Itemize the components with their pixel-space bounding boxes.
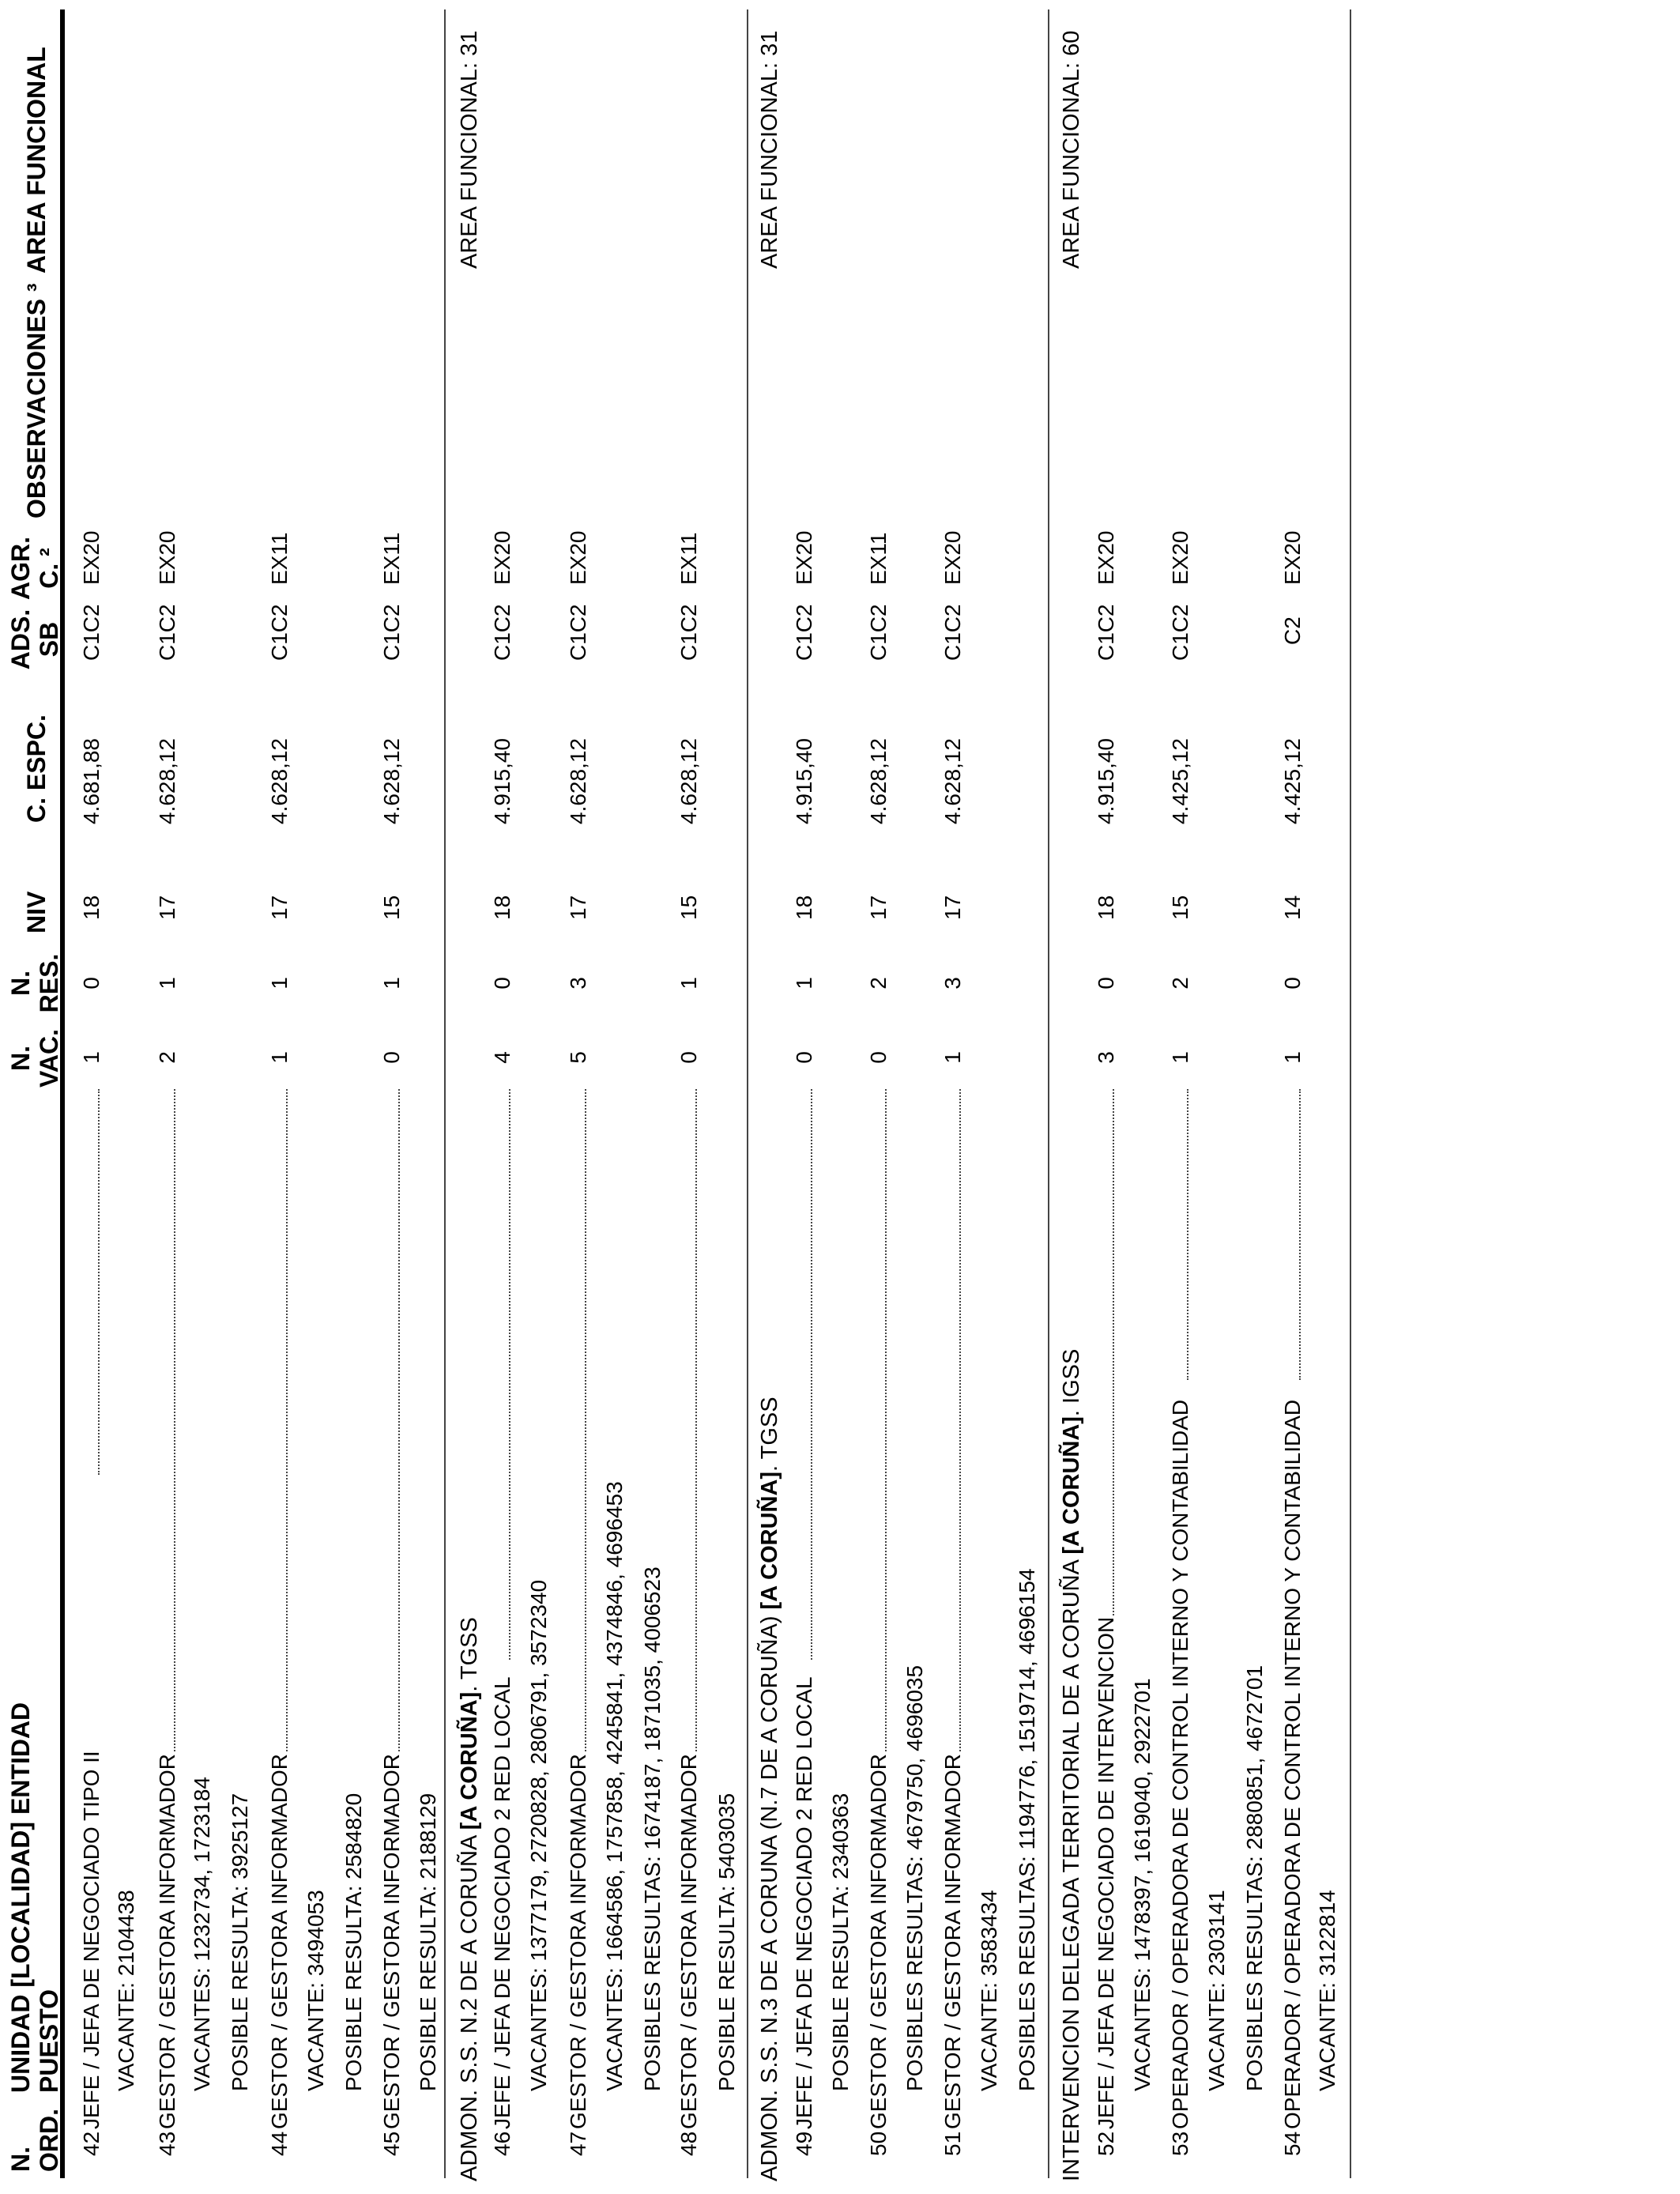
area-funcional-1: AREA FUNCIONAL: 31: [457, 30, 482, 269]
header-n-vac-line1: N.: [6, 1046, 35, 1071]
section-rule-2: [747, 9, 748, 2178]
espc-53: 4.425,12: [1168, 738, 1192, 824]
header-n-vac: [6, 1025, 63, 1091]
ord-54: 54: [1280, 2131, 1305, 2156]
section-rule-1: [444, 9, 446, 2178]
ads-49: C1C2: [792, 604, 816, 661]
ord-43: 43: [155, 2131, 179, 2156]
ord-53: 53: [1168, 2131, 1192, 2156]
res-50: 2: [866, 977, 891, 990]
note-47-1: VACANTES: 1664586, 1757858, 4245841, 4374846, 4696453: [602, 1481, 627, 2091]
agr-51: EX20: [940, 530, 965, 585]
vac-49: 0: [792, 1051, 816, 1064]
res-47: 3: [566, 977, 590, 990]
note-44-1: VACANTE: 3494053: [303, 1890, 328, 2091]
header-unidad-line2: PUESTO: [35, 1989, 63, 2093]
niv-42: 18: [79, 895, 104, 920]
header-n-res-line2: RES.: [35, 953, 63, 1013]
ads-51: C1C2: [940, 604, 965, 661]
header-agr-c: [6, 537, 63, 600]
agr-53: EX20: [1168, 530, 1192, 585]
niv-46: 18: [490, 895, 514, 920]
puesto-47: GESTOR / GESTORA INFORMADOR: [566, 1753, 590, 2129]
leader-54: [1299, 1089, 1301, 1380]
niv-52: 18: [1094, 895, 1118, 920]
note-43-2: POSIBLE RESULTA: 3925127: [228, 1793, 252, 2091]
res-42: 0: [79, 977, 104, 990]
ads-50: C1C2: [866, 604, 891, 661]
ord-45: 45: [379, 2131, 404, 2156]
area-funcional-3: AREA FUNCIONAL: 60: [1059, 30, 1084, 269]
ads-44: C1C2: [267, 604, 292, 661]
header-niv: NIV: [22, 891, 51, 933]
entity-2-location: [A CORUÑA]: [757, 1471, 782, 1610]
note-49-1: POSIBLE RESULTA: 2340363: [828, 1793, 853, 2091]
entity-header-1: [457, 1617, 482, 2181]
note-43-1: VACANTES: 1232734, 1723184: [190, 1777, 214, 2091]
puesto-53: OPERADOR / OPERADORA DE CONTROL INTERNO Y CONTABILIDAD: [1168, 1399, 1192, 2129]
note-51-1: VACANTE: 3583434: [977, 1890, 1001, 2091]
leader-47: [585, 1089, 586, 1751]
niv-51: 17: [940, 895, 965, 920]
agr-50: EX11: [866, 532, 891, 585]
espc-48: 4.628,12: [676, 738, 701, 824]
ord-52: 52: [1094, 2131, 1118, 2156]
agr-43: EX20: [155, 530, 179, 585]
agr-42: EX20: [79, 530, 104, 585]
espc-52: 4.915,40: [1094, 738, 1118, 824]
entity-header-3: [1059, 1349, 1084, 2181]
puesto-44: GESTOR / GESTORA INFORMADOR: [267, 1753, 292, 2129]
leader-50: [885, 1089, 887, 1751]
note-47-2: POSIBLES RESULTAS: 1674187, 1871035, 4006523: [640, 1566, 665, 2091]
vac-48: 0: [676, 1051, 701, 1064]
res-52: 0: [1094, 977, 1118, 990]
agr-44: EX11: [267, 532, 292, 585]
header-observaciones: OBSERVACIONES ³: [22, 283, 51, 518]
ads-43: C1C2: [155, 604, 179, 661]
header-unidad-line1: UNIDAD [LOCALIDAD] ENTIDAD: [6, 1702, 35, 2093]
puesto-45: GESTOR / GESTORA INFORMADOR: [379, 1753, 404, 2129]
niv-43: 17: [155, 895, 179, 920]
note-46-1: VACANTES: 1377179, 2720828, 2806791, 3572340: [526, 1579, 551, 2091]
note-50-1: POSIBLES RESULTAS: 4679750, 4696035: [902, 1664, 927, 2091]
res-51: 3: [940, 977, 965, 990]
puesto-54: OPERADOR / OPERADORA DE CONTROL INTERNO Y CONTABILIDAD: [1280, 1399, 1305, 2129]
header-agr-c-line1: AGR.: [6, 537, 35, 600]
niv-44: 17: [267, 895, 292, 920]
espc-49: 4.915,40: [792, 738, 816, 824]
ads-54: C2: [1280, 616, 1305, 645]
header-n-ord: [6, 2109, 63, 2172]
vac-43: 2: [155, 1051, 179, 1064]
niv-53: 15: [1168, 895, 1192, 920]
espc-42: 4.681,88: [79, 738, 104, 824]
ord-46: 46: [490, 2131, 514, 2156]
note-44-2: POSIBLE RESULTA: 2584820: [341, 1793, 366, 2091]
agr-47: EX20: [566, 530, 590, 585]
vac-50: 0: [866, 1051, 891, 1064]
ads-47: C1C2: [566, 604, 590, 661]
niv-47: 17: [566, 895, 590, 920]
res-43: 1: [155, 977, 179, 990]
espc-51: 4.628,12: [940, 738, 965, 824]
entity-2-name: ADMON. S.S. N.3 DE A CORUNA (N.7 DE A CORUÑA): [757, 1609, 782, 2181]
puesto-52: JEFE / JEFA DE NEGOCIADO DE INTERVENCION: [1094, 1616, 1118, 2129]
note-53-2: POSIBLES RESULTAS: 2880851, 4672701: [1242, 1664, 1267, 2091]
puesto-46: JEFE / JEFA DE NEGOCIADO 2 RED LOCAL: [490, 1676, 514, 2129]
ord-47: 47: [566, 2131, 590, 2156]
ads-45: C1C2: [379, 604, 404, 661]
vac-45: 0: [379, 1051, 404, 1064]
header-n-res: [6, 950, 63, 1016]
agr-49: EX20: [792, 530, 816, 585]
note-54-1: VACANTE: 3122814: [1315, 1890, 1339, 2091]
vac-54: 1: [1280, 1051, 1305, 1064]
header-ads-sb-line1: ADS.: [6, 609, 35, 670]
agr-54: EX20: [1280, 530, 1305, 585]
leader-44: [286, 1089, 288, 1751]
ads-46: C1C2: [490, 604, 514, 661]
note-45-1: POSIBLE RESULTA: 2188129: [416, 1793, 440, 2091]
ads-53: C1C2: [1168, 604, 1192, 661]
note-48-1: POSIBLE RESULTA: 5403035: [714, 1793, 739, 2091]
entity-header-2: [757, 1397, 782, 2181]
vac-52: 3: [1094, 1051, 1118, 1064]
leader-48: [695, 1089, 697, 1751]
note-51-2: POSIBLES RESULTAS: 1194776, 1519714, 4696154: [1015, 1568, 1039, 2091]
espc-54: 4.425,12: [1280, 738, 1305, 824]
entity-1-location: [A CORUÑA]: [457, 1691, 482, 1830]
vac-51: 1: [940, 1051, 965, 1064]
ads-52: C1C2: [1094, 604, 1118, 661]
ord-48: 48: [676, 2131, 701, 2156]
entity-3-entity: . IGSS: [1059, 1348, 1084, 1417]
niv-54: 14: [1280, 895, 1305, 920]
entity-1-entity: . TGSS: [457, 1617, 482, 1692]
entity-2-entity: . TGSS: [757, 1397, 782, 1472]
entity-3-location: [A CORUÑA]: [1059, 1416, 1084, 1555]
vac-53: 1: [1168, 1051, 1192, 1064]
ord-51: 51: [940, 2131, 965, 2156]
header-n-vac-line2: VAC.: [35, 1028, 63, 1088]
header-rule: [60, 9, 65, 2178]
puesto-43: GESTOR / GESTORA INFORMADOR: [155, 1753, 179, 2129]
espc-46: 4.915,40: [490, 738, 514, 824]
header-unidad: [6, 1702, 63, 2093]
vac-47: 5: [566, 1051, 590, 1064]
agr-52: EX20: [1094, 530, 1118, 585]
header-c-espc: C. ESPC.: [22, 714, 51, 823]
espc-43: 4.628,12: [155, 738, 179, 824]
leader-53: [1187, 1089, 1188, 1380]
header-ads-sb-line2: SB: [35, 621, 63, 658]
vac-44: 1: [267, 1051, 292, 1064]
ord-42: 42: [79, 2131, 104, 2156]
header-area-funcional: AREA FUNCIONAL: [22, 47, 51, 273]
res-46: 0: [490, 977, 514, 990]
puesto-51: GESTOR / GESTORA INFORMADOR: [940, 1753, 965, 2129]
niv-48: 15: [676, 895, 701, 920]
leader-51: [959, 1089, 961, 1751]
note-53-1: VACANTE: 2303141: [1204, 1890, 1229, 2091]
puesto-42: JEFE / JEFA DE NEGOCIADO TIPO II: [79, 1751, 104, 2129]
header-n-ord-line1: N.: [6, 2147, 35, 2172]
niv-50: 17: [866, 895, 891, 920]
header-n-ord-line2: ORD.: [35, 2109, 63, 2172]
res-48: 1: [676, 977, 701, 990]
niv-49: 18: [792, 895, 816, 920]
vac-42: 1: [79, 1051, 104, 1064]
ord-49: 49: [792, 2131, 816, 2156]
vac-46: 4: [490, 1051, 514, 1064]
area-funcional-2: AREA FUNCIONAL: 31: [757, 30, 782, 269]
leader-49: [811, 1089, 812, 1660]
note-52-1: VACANTES: 1478397, 1619040, 2922701: [1130, 1678, 1155, 2091]
puesto-50: GESTOR / GESTORA INFORMADOR: [866, 1753, 891, 2129]
header-agr-c-line2: C. ²: [35, 548, 63, 589]
entity-1-name: ADMON. S.S. N.2 DE A CORUÑA: [457, 1830, 482, 2181]
ads-42: C1C2: [79, 604, 104, 661]
espc-44: 4.628,12: [267, 738, 292, 824]
note-42-1: VACANTE: 2104438: [114, 1890, 138, 2091]
agr-48: EX11: [676, 532, 701, 585]
leader-42: [98, 1089, 100, 1475]
res-44: 1: [267, 977, 292, 990]
puesto-49: JEFE / JEFA DE NEGOCIADO 2 RED LOCAL: [792, 1676, 816, 2129]
puesto-48: GESTOR / GESTORA INFORMADOR: [676, 1753, 701, 2129]
res-54: 0: [1280, 977, 1305, 990]
section-rule-3: [1048, 9, 1049, 2178]
agr-45: EX11: [379, 532, 404, 585]
ads-48: C1C2: [676, 604, 701, 661]
niv-45: 15: [379, 895, 404, 920]
bottom-rule: [1350, 9, 1351, 2178]
entity-3-name: INTERVENCION DELEGADA TERRITORIAL DE A CORUÑA: [1059, 1554, 1084, 2181]
espc-45: 4.628,12: [379, 738, 404, 824]
leader-52: [1113, 1089, 1114, 1615]
res-53: 2: [1168, 977, 1192, 990]
agr-46: EX20: [490, 530, 514, 585]
res-45: 1: [379, 977, 404, 990]
header-ads-sb: [6, 608, 63, 671]
leader-45: [398, 1089, 400, 1751]
leader-46: [509, 1089, 510, 1660]
ord-50: 50: [866, 2131, 891, 2156]
res-49: 1: [792, 977, 816, 990]
leader-43: [174, 1089, 175, 1751]
header-n-res-line1: N.: [6, 971, 35, 996]
ord-44: 44: [267, 2131, 292, 2156]
espc-50: 4.628,12: [866, 738, 891, 824]
espc-47: 4.628,12: [566, 738, 590, 824]
